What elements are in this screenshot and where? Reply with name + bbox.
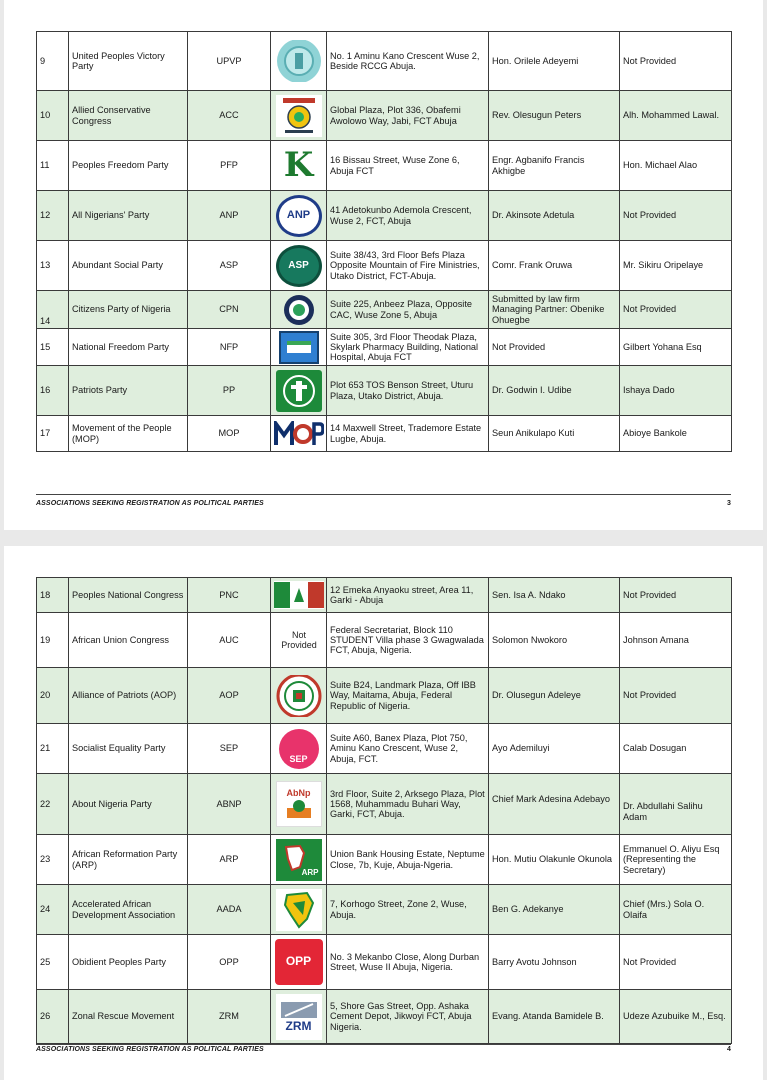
party-logo-cell	[271, 668, 327, 724]
party-chairman: Dr. Akinsote Adetula	[489, 191, 620, 241]
party-name: Alliance of Patriots (AOP)	[69, 668, 188, 724]
mop-logo	[274, 420, 324, 448]
arp-logo	[276, 839, 322, 881]
logo-not-provided: Not Provided	[281, 629, 317, 650]
table-row	[37, 416, 732, 452]
party-name: Socialist Equality Party	[69, 724, 188, 774]
party-secretary: Abioye Bankole	[620, 416, 732, 452]
page-footer	[36, 500, 731, 507]
party-secretary: Alh. Mohammed Lawal.	[620, 91, 732, 141]
table-row	[37, 291, 732, 329]
party-secretary: Hon. Michael Alao	[620, 141, 732, 191]
row-number: 14	[37, 291, 69, 329]
footer-rule	[36, 494, 731, 495]
table-row	[37, 835, 732, 885]
party-abbreviation: NFP	[188, 329, 271, 366]
party-logo-cell	[271, 91, 327, 141]
party-abbreviation: ACC	[188, 91, 271, 141]
zrm-logo	[276, 994, 322, 1040]
party-logo-cell	[271, 141, 327, 191]
party-secretary: Not Provided	[620, 32, 732, 91]
party-chairman: Ben G. Adekanye	[489, 885, 620, 935]
row-number: 24	[37, 885, 69, 935]
party-secretary: Gilbert Yohana Esq	[620, 329, 732, 366]
table-row	[37, 774, 732, 835]
party-chairman: Chief Mark Adesina Adebayo	[489, 774, 620, 835]
row-number: 26	[37, 990, 69, 1044]
row-number: 9	[37, 32, 69, 91]
table-row	[37, 191, 732, 241]
registration-table-page-3	[36, 31, 732, 452]
asp-logo: ASP	[276, 245, 322, 287]
party-logo-cell	[271, 724, 327, 774]
party-abbreviation: UPVP	[188, 32, 271, 91]
row-number: 11	[37, 141, 69, 191]
table-row	[37, 613, 732, 668]
party-secretary: Ishaya Dado	[620, 366, 732, 416]
party-address: 16 Bissau Street, Wuse Zone 6, Abuja FCT	[327, 141, 489, 191]
party-abbreviation: PP	[188, 366, 271, 416]
row-number: 16	[37, 366, 69, 416]
party-abbreviation: SEP	[188, 724, 271, 774]
aop-logo	[276, 675, 322, 717]
party-address: Suite 225, Anbeez Plaza, Opposite CAC, Wuse Zone 5, Abuja	[327, 291, 489, 329]
party-logo-cell	[271, 613, 327, 668]
party-name: Allied Conservative Congress	[69, 91, 188, 141]
party-secretary: Calab Dosugan	[620, 724, 732, 774]
page-number: 4	[727, 1046, 731, 1053]
party-name: African Union Congress	[69, 613, 188, 668]
party-abbreviation: AOP	[188, 668, 271, 724]
document-page-3	[4, 0, 763, 530]
party-chairman: Submitted by law firm Managing Partner: Obenike Ohuegbe	[489, 291, 620, 329]
party-abbreviation: PFP	[188, 141, 271, 191]
table-row	[37, 885, 732, 935]
party-logo-cell	[271, 416, 327, 452]
party-logo-cell	[271, 885, 327, 935]
party-logo-cell	[271, 291, 327, 329]
party-logo-cell	[271, 366, 327, 416]
acc-logo	[276, 95, 322, 137]
cpn-logo	[276, 293, 322, 327]
row-number: 21	[37, 724, 69, 774]
party-address: Plot 653 TOS Benson Street, Uturu Plaza, Utako District, Abuja.	[327, 366, 489, 416]
party-chairman: Seun Anikulapo Kuti	[489, 416, 620, 452]
zrm-logo-text: ZRM	[285, 1018, 312, 1033]
party-chairman: Rev. Olesugun Peters	[489, 91, 620, 141]
party-address: Global Plaza, Plot 336, Obafemi Awolowo Way, Jabi, FCT Abuja	[327, 91, 489, 141]
party-secretary: Not Provided	[620, 935, 732, 990]
party-chairman: Dr. Olusegun Adeleye	[489, 668, 620, 724]
table-row	[37, 366, 732, 416]
party-abbreviation: MOP	[188, 416, 271, 452]
party-secretary: Not Provided	[620, 668, 732, 724]
row-number: 13	[37, 241, 69, 291]
party-logo-cell	[271, 935, 327, 990]
upvp-logo	[276, 40, 322, 82]
party-abbreviation: PNC	[188, 578, 271, 613]
row-number: 23	[37, 835, 69, 885]
party-chairman: Evang. Atanda Bamidele B.	[489, 990, 620, 1044]
pfp-logo: K	[276, 145, 322, 187]
row-number: 15	[37, 329, 69, 366]
aada-logo	[276, 889, 322, 931]
party-abbreviation: ABNP	[188, 774, 271, 835]
party-name: Accelerated African Development Association	[69, 885, 188, 935]
party-address: 14 Maxwell Street, Trademore Estate Lugbe, Abuja.	[327, 416, 489, 452]
abnp-logo	[276, 781, 322, 827]
party-address: Suite 38/43, 3rd Floor Befs Plaza Opposite Mountain of Fire Ministries, Utako District, FCT-Abuja.	[327, 241, 489, 291]
party-logo-cell	[271, 835, 327, 885]
row-number: 19	[37, 613, 69, 668]
party-logo-cell	[271, 241, 327, 291]
party-name: Peoples Freedom Party	[69, 141, 188, 191]
party-address: Suite 305, 3rd Floor Theodak Plaza, Skylark Pharmacy Building, National Hospital, Abuja FCT	[327, 329, 489, 366]
party-abbreviation: AADA	[188, 885, 271, 935]
row-number: 20	[37, 668, 69, 724]
party-secretary: Johnson Amana	[620, 613, 732, 668]
page-number: 3	[727, 500, 731, 507]
table-row	[37, 141, 732, 191]
party-chairman: Comr. Frank Oruwa	[489, 241, 620, 291]
footer-rule	[36, 1044, 731, 1045]
row-number: 12	[37, 191, 69, 241]
anp-logo: ANP	[276, 195, 322, 237]
party-secretary: Not Provided	[620, 578, 732, 613]
party-name: African Reformation Party (ARP)	[69, 835, 188, 885]
party-secretary: Emmanuel O. Aliyu Esq (Representing the Secretary)	[620, 835, 732, 885]
registration-table-page-4	[36, 577, 732, 1044]
party-abbreviation: OPP	[188, 935, 271, 990]
party-secretary: Chief (Mrs.) Sola O. Olaifa	[620, 885, 732, 935]
party-chairman: Dr. Godwin I. Udibe	[489, 366, 620, 416]
party-logo-cell	[271, 578, 327, 613]
table-row	[37, 91, 732, 141]
table-row	[37, 668, 732, 724]
party-chairman: Sen. Isa A. Ndako	[489, 578, 620, 613]
row-number: 22	[37, 774, 69, 835]
party-name: Movement of the People (MOP)	[69, 416, 188, 452]
table-row	[37, 724, 732, 774]
table-row	[37, 990, 732, 1044]
party-name: Abundant Social Party	[69, 241, 188, 291]
party-address: No. 1 Aminu Kano Crescent Wuse 2, Beside RCCG Abuja.	[327, 32, 489, 91]
page-footer	[36, 1046, 731, 1053]
abnp-logo-text: AbNp	[286, 787, 311, 798]
row-number: 18	[37, 578, 69, 613]
party-address: Suite A60, Banex Plaza, Plot 750, Aminu Kano Crescent, Wuse 2, Abuja, FCT.	[327, 724, 489, 774]
party-chairman: Not Provided	[489, 329, 620, 366]
table-row	[37, 329, 732, 366]
party-secretary: Udeze Azubuike M., Esq.	[620, 990, 732, 1044]
nfp-logo	[279, 331, 319, 364]
row-number: 17	[37, 416, 69, 452]
party-abbreviation: ANP	[188, 191, 271, 241]
footer-title: ASSOCIATIONS SEEKING REGISTRATION AS POLITICAL PARTIES	[36, 500, 264, 507]
party-secretary: Mr. Sikiru Oripelaye	[620, 241, 732, 291]
party-abbreviation: CPN	[188, 291, 271, 329]
party-address: 41 Adetokunbo Ademola Crescent, Wuse 2, FCT, Abuja	[327, 191, 489, 241]
party-logo-cell	[271, 774, 327, 835]
pnc-logo	[274, 581, 324, 609]
party-chairman: Ayo Ademiluyi	[489, 724, 620, 774]
table-row	[37, 241, 732, 291]
party-name: Citizens Party of Nigeria	[69, 291, 188, 329]
footer-title: ASSOCIATIONS SEEKING REGISTRATION AS POLITICAL PARTIES	[36, 1046, 264, 1053]
party-name: United Peoples Victory Party	[69, 32, 188, 91]
party-address: 7, Korhogo Street, Zone 2, Wuse, Abuja.	[327, 885, 489, 935]
party-chairman: Engr. Agbanifo Francis Akhigbe	[489, 141, 620, 191]
party-secretary: Not Provided	[620, 191, 732, 241]
party-abbreviation: ZRM	[188, 990, 271, 1044]
pp-logo	[276, 370, 322, 412]
party-address: Union Bank Housing Estate, Neptume Close, 7b, Kuje, Abuja-Ngeria.	[327, 835, 489, 885]
party-abbreviation: ASP	[188, 241, 271, 291]
party-address: 12 Emeka Anyaoku street, Area 11, Garki - Abuja	[327, 578, 489, 613]
party-secretary: Dr. Abdullahi Salihu Adam	[620, 774, 732, 835]
party-logo-cell	[271, 191, 327, 241]
party-logo-cell	[271, 329, 327, 366]
row-number: 25	[37, 935, 69, 990]
party-name: About Nigeria Party	[69, 774, 188, 835]
party-chairman: Barry Avotu Johnson	[489, 935, 620, 990]
party-chairman: Hon. Mutiu Olakunle Okunola	[489, 835, 620, 885]
party-name: All Nigerians' Party	[69, 191, 188, 241]
table-row	[37, 935, 732, 990]
party-secretary: Not Provided	[620, 291, 732, 329]
table-row	[37, 578, 732, 613]
party-chairman: Hon. Orilele Adeyemi	[489, 32, 620, 91]
party-name: Obidient Peoples Party	[69, 935, 188, 990]
party-logo-cell	[271, 32, 327, 91]
party-address: 5, Shore Gas Street, Opp. Ashaka Cement Depot, Jikwoyi FCT, Abuja Nigeria.	[327, 990, 489, 1044]
table-row	[37, 32, 732, 91]
party-address: Suite B24, Landmark Plaza, Off IBB Way, Maitama, Abuja, Federal Republic of Nigeria.	[327, 668, 489, 724]
party-logo-cell	[271, 990, 327, 1044]
party-abbreviation: ARP	[188, 835, 271, 885]
party-abbreviation: AUC	[188, 613, 271, 668]
arp-logo-text: ARP	[301, 867, 319, 877]
party-name: Zonal Rescue Movement	[69, 990, 188, 1044]
row-number: 10	[37, 91, 69, 141]
document-page-4	[4, 546, 763, 1080]
sep-logo: SEP	[279, 729, 319, 769]
party-address: Federal Secretariat, Block 110 STUDENT Villa phase 3 Gwagwalada FCT, Abuja, Nigeria.	[327, 613, 489, 668]
party-name: Peoples National Congress	[69, 578, 188, 613]
party-address: 3rd Floor, Suite 2, Arksego Plaza, Plot 1568, Muhammadu Buhari Way, Garki, FCT, Abuja.	[327, 774, 489, 835]
party-chairman: Solomon Nwokoro	[489, 613, 620, 668]
party-name: National Freedom Party	[69, 329, 188, 366]
party-address: No. 3 Mekanbo Close, Along Durban Street, Wuse II Abuja, Nigeria.	[327, 935, 489, 990]
opp-logo: OPP	[275, 939, 323, 985]
party-name: Patriots Party	[69, 366, 188, 416]
